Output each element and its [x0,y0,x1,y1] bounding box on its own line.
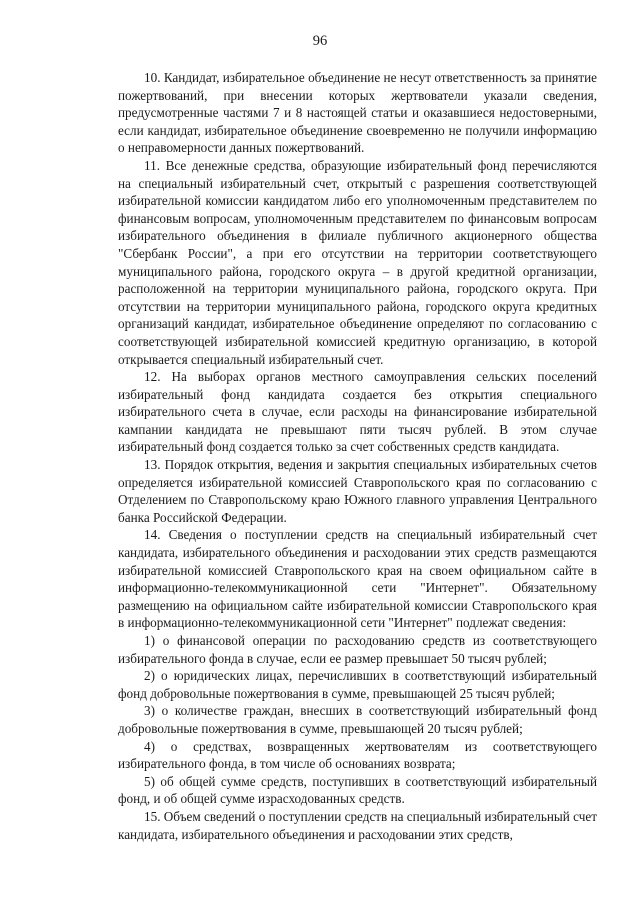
page-number: 96 [312,33,328,49]
paragraph-15: 15. Объем сведений о поступлении средств на специальный избирательный счет кандидата, избирательного объединения и расходовании этих средств, [118,808,597,842]
document-body [118,69,597,843]
list-item-2: 2) о юридических лицах, перечисливших в соответствующий избирательный фонд добровольные пожертвования в сумме, превышающей 25 тысяч рублей; [118,668,597,701]
paragraph-10: 10. Кандидат, избирательное объединение не несут ответственность за принятие пожертвований, при внесении которых жертвователи указали сведения, предусмотренные частями 7 и 8 настоящей статьи и оказавшиеся недостоверными, если кандидат, избирательное объединение своевременно не получили информацию о неправомерности данных пожертвований. [118,70,597,156]
paragraph-14: 14. Сведения о поступлении средств на специальный избирательный счет кандидата, избирательного объединения и расходовании этих средств размещаются избирательной комиссией Ставропольского края на своем официальном сайте в информационно-телекоммуникационной сети "Интернет". Обязательному размещению на официальном сайте избирательной комиссии Ставропольского края в информационно-телекоммуникационной сети "Интернет" подлежат сведения: [118,527,597,631]
paragraph-11: 11. Все денежные средства, образующие избирательный фонд перечисляются на специальный избирательный счет, открытый с разрешения соответствующей избирательной комиссии кандидатом либо его уполномоченным представителем по финансовым вопросам, уполномоченным представителем по финансовым вопросам избирательного объединения в филиале публичного акционерного общества "Сбербанк России", а при его отсутствии на территории соответствующего муниципального района, городского округа – в другой кредитной организации, расположенной на территории муниципального района, городского округа. При отсутствии на территории муниципального района, городского округа кредитных организаций кандидат, избирательное объединение определяют по согласованию с соответствующей избирательной комиссией кредитную организацию, в которой открывается специальный избирательный счет. [118,157,597,367]
list-item-5: 5) об общей сумме средств, поступивших в соответствующий избирательный фонд, и об общей сумме израсходованных средств. [118,773,597,807]
list-item-3: 3) о количестве граждан, внесших в соответствующий избирательный фонд добровольные пожертвования в сумме, превышающей 20 тысяч рублей; [118,703,597,736]
paragraph-13: 13. Порядок открытия, ведения и закрытия специальных избирательных счетов определяется избирательной комиссией Ставропольского края по согласованию с Отделением по Ставропольскому краю Южного главного управления Центрального банка Российской Федерации. [118,457,597,525]
list-item-1: 1) о финансовой операции по расходованию средств из соответствующего избирательного фонда в случае, если ее размер превышает 50 тысяч рублей; [118,633,597,666]
list-item-4: 4) о средствах, возвращенных жертвователям из соответствующего избирательного фонда, в том числе об основаниях возврата; [118,738,597,772]
paragraph-12: 12. На выборах органов местного самоуправления сельских поселений избирательный фонд кандидата создается без открытия специального избирательного счета в случае, если расходы на финансирование избирательной кампании кандидата не превышают пяти тысяч рублей. В этом случае избирательный фонд создается только за счет собственных средств кандидата. [118,369,597,455]
